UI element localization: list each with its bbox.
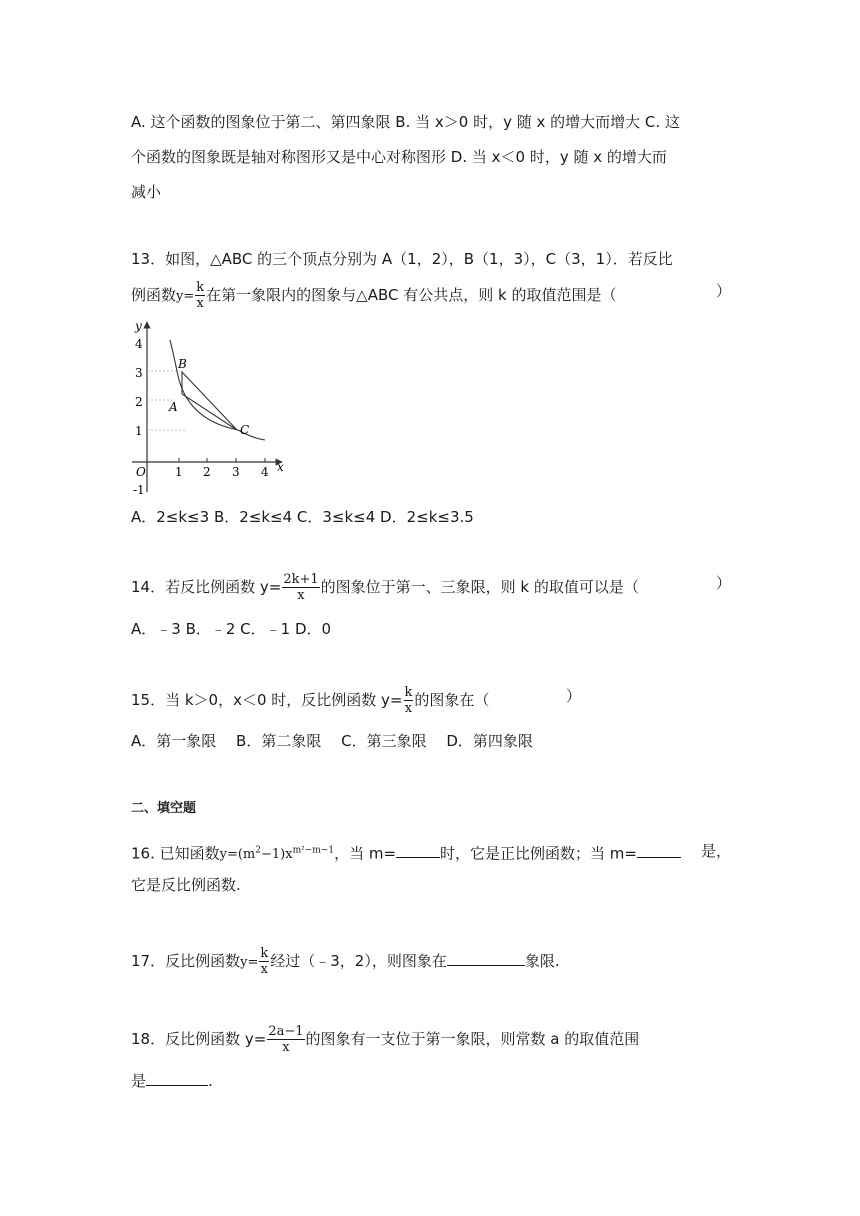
q12-line-1: A. 这个函数的图象位于第二、第四象限 B. 当 x＞0 时，y 随 x 的增大而增大 C. 这 <box>131 113 680 131</box>
q14-stem: 14．若反比例函数 y= $\frac{2k+1}{x}$ 的图象位于第一、三象限，则 k 的取值可以是（ ） <box>131 572 731 603</box>
y-tick-1: 1 <box>135 424 143 438</box>
y-axis-label: y <box>135 319 142 333</box>
q18-line-1: 18．反比例函数 y= $\frac{2a-1}{x}$ 的图象有一支位于第一象限，则常数 a 的取值范围 <box>131 1024 640 1055</box>
q16-formula: $y=(m^2-1)x^{m^2-m-1}$ <box>219 846 335 863</box>
q17-fraction: $\frac{k}{x}$ <box>260 946 269 977</box>
section-heading: 二、填空题 <box>131 801 197 816</box>
q13-fraction: $\frac{k}{x}$ <box>196 280 205 311</box>
q16-blank-1[interactable] <box>396 843 440 858</box>
point-c-label: C <box>240 423 250 437</box>
origin-label: O <box>136 465 146 479</box>
y-tick-4: 4 <box>135 337 143 351</box>
q15-fraction: $\frac{k}{x}$ <box>404 685 413 716</box>
hyperbola-curve <box>170 340 265 440</box>
q13-figure <box>126 316 296 496</box>
q18-line-2: 是 . <box>131 1072 213 1090</box>
point-b-label: B <box>178 357 187 371</box>
q17-stem: 17．反比例函数y= $\frac{k}{x}$ 经过（﹣3，2），则图象在 象限. <box>131 946 560 977</box>
point-a-label: A <box>169 400 178 414</box>
x-tick-1: 1 <box>175 465 183 479</box>
y-tick-3: 3 <box>135 366 143 380</box>
q16-blank-2[interactable] <box>637 843 681 858</box>
q14-fraction: $\frac{2k+1}{x}$ <box>283 572 319 603</box>
x-axis-label: x <box>277 460 284 474</box>
q14-options: A．﹣3 B．﹣2 C．﹣1 D．0 <box>131 620 332 638</box>
q16-line-1: 16. 已知函数$y=(m^2-1)x^{m^2-m-1}$，当 m= 时，它是正比例函数；当 m= 是， <box>131 842 731 863</box>
q13-stem-line-1: 13．如图，△ABC 的三个顶点分别为 A（1，2），B（1，3），C（3，1）．若反比 <box>131 250 673 268</box>
triangle-abc <box>182 372 237 430</box>
q18-blank[interactable] <box>146 1071 208 1086</box>
q13-stem-line-2: 例函数y= $\frac{k}{x}$ 在第一象限内的图象与△ABC 有公共点，则 k 的取值范围是（ ） <box>131 280 731 311</box>
x-tick-2: 2 <box>203 465 211 479</box>
q15-stem: 15．当 k＞0，x＜0 时，反比例函数 y= $\frac{k}{x}$ 的图象在（ ） <box>131 685 581 716</box>
q12-line-2: 个函数的图象既是轴对称图形又是中心对称图形 D. 当 x＜0 时，y 随 x 的增大而 <box>131 148 667 166</box>
q12-line-3: 减小 <box>131 183 162 201</box>
q17-blank[interactable] <box>447 951 525 966</box>
q16-line-2: 它是反比例函数. <box>131 876 241 894</box>
q13-options: A．2≤k≤3 B．2≤k≤4 C．3≤k≤4 D．2≤k≤3.5 <box>131 508 474 526</box>
q15-options: A．第一象限 B．第二象限 C．第三象限 D．第四象限 <box>131 732 533 750</box>
y-tick-2: 2 <box>135 395 143 409</box>
x-tick-3: 3 <box>232 465 240 479</box>
y-tick-neg1: -1 <box>133 483 145 496</box>
x-tick-4: 4 <box>261 465 269 479</box>
q18-fraction: $\frac{2a-1}{x}$ <box>268 1024 304 1055</box>
